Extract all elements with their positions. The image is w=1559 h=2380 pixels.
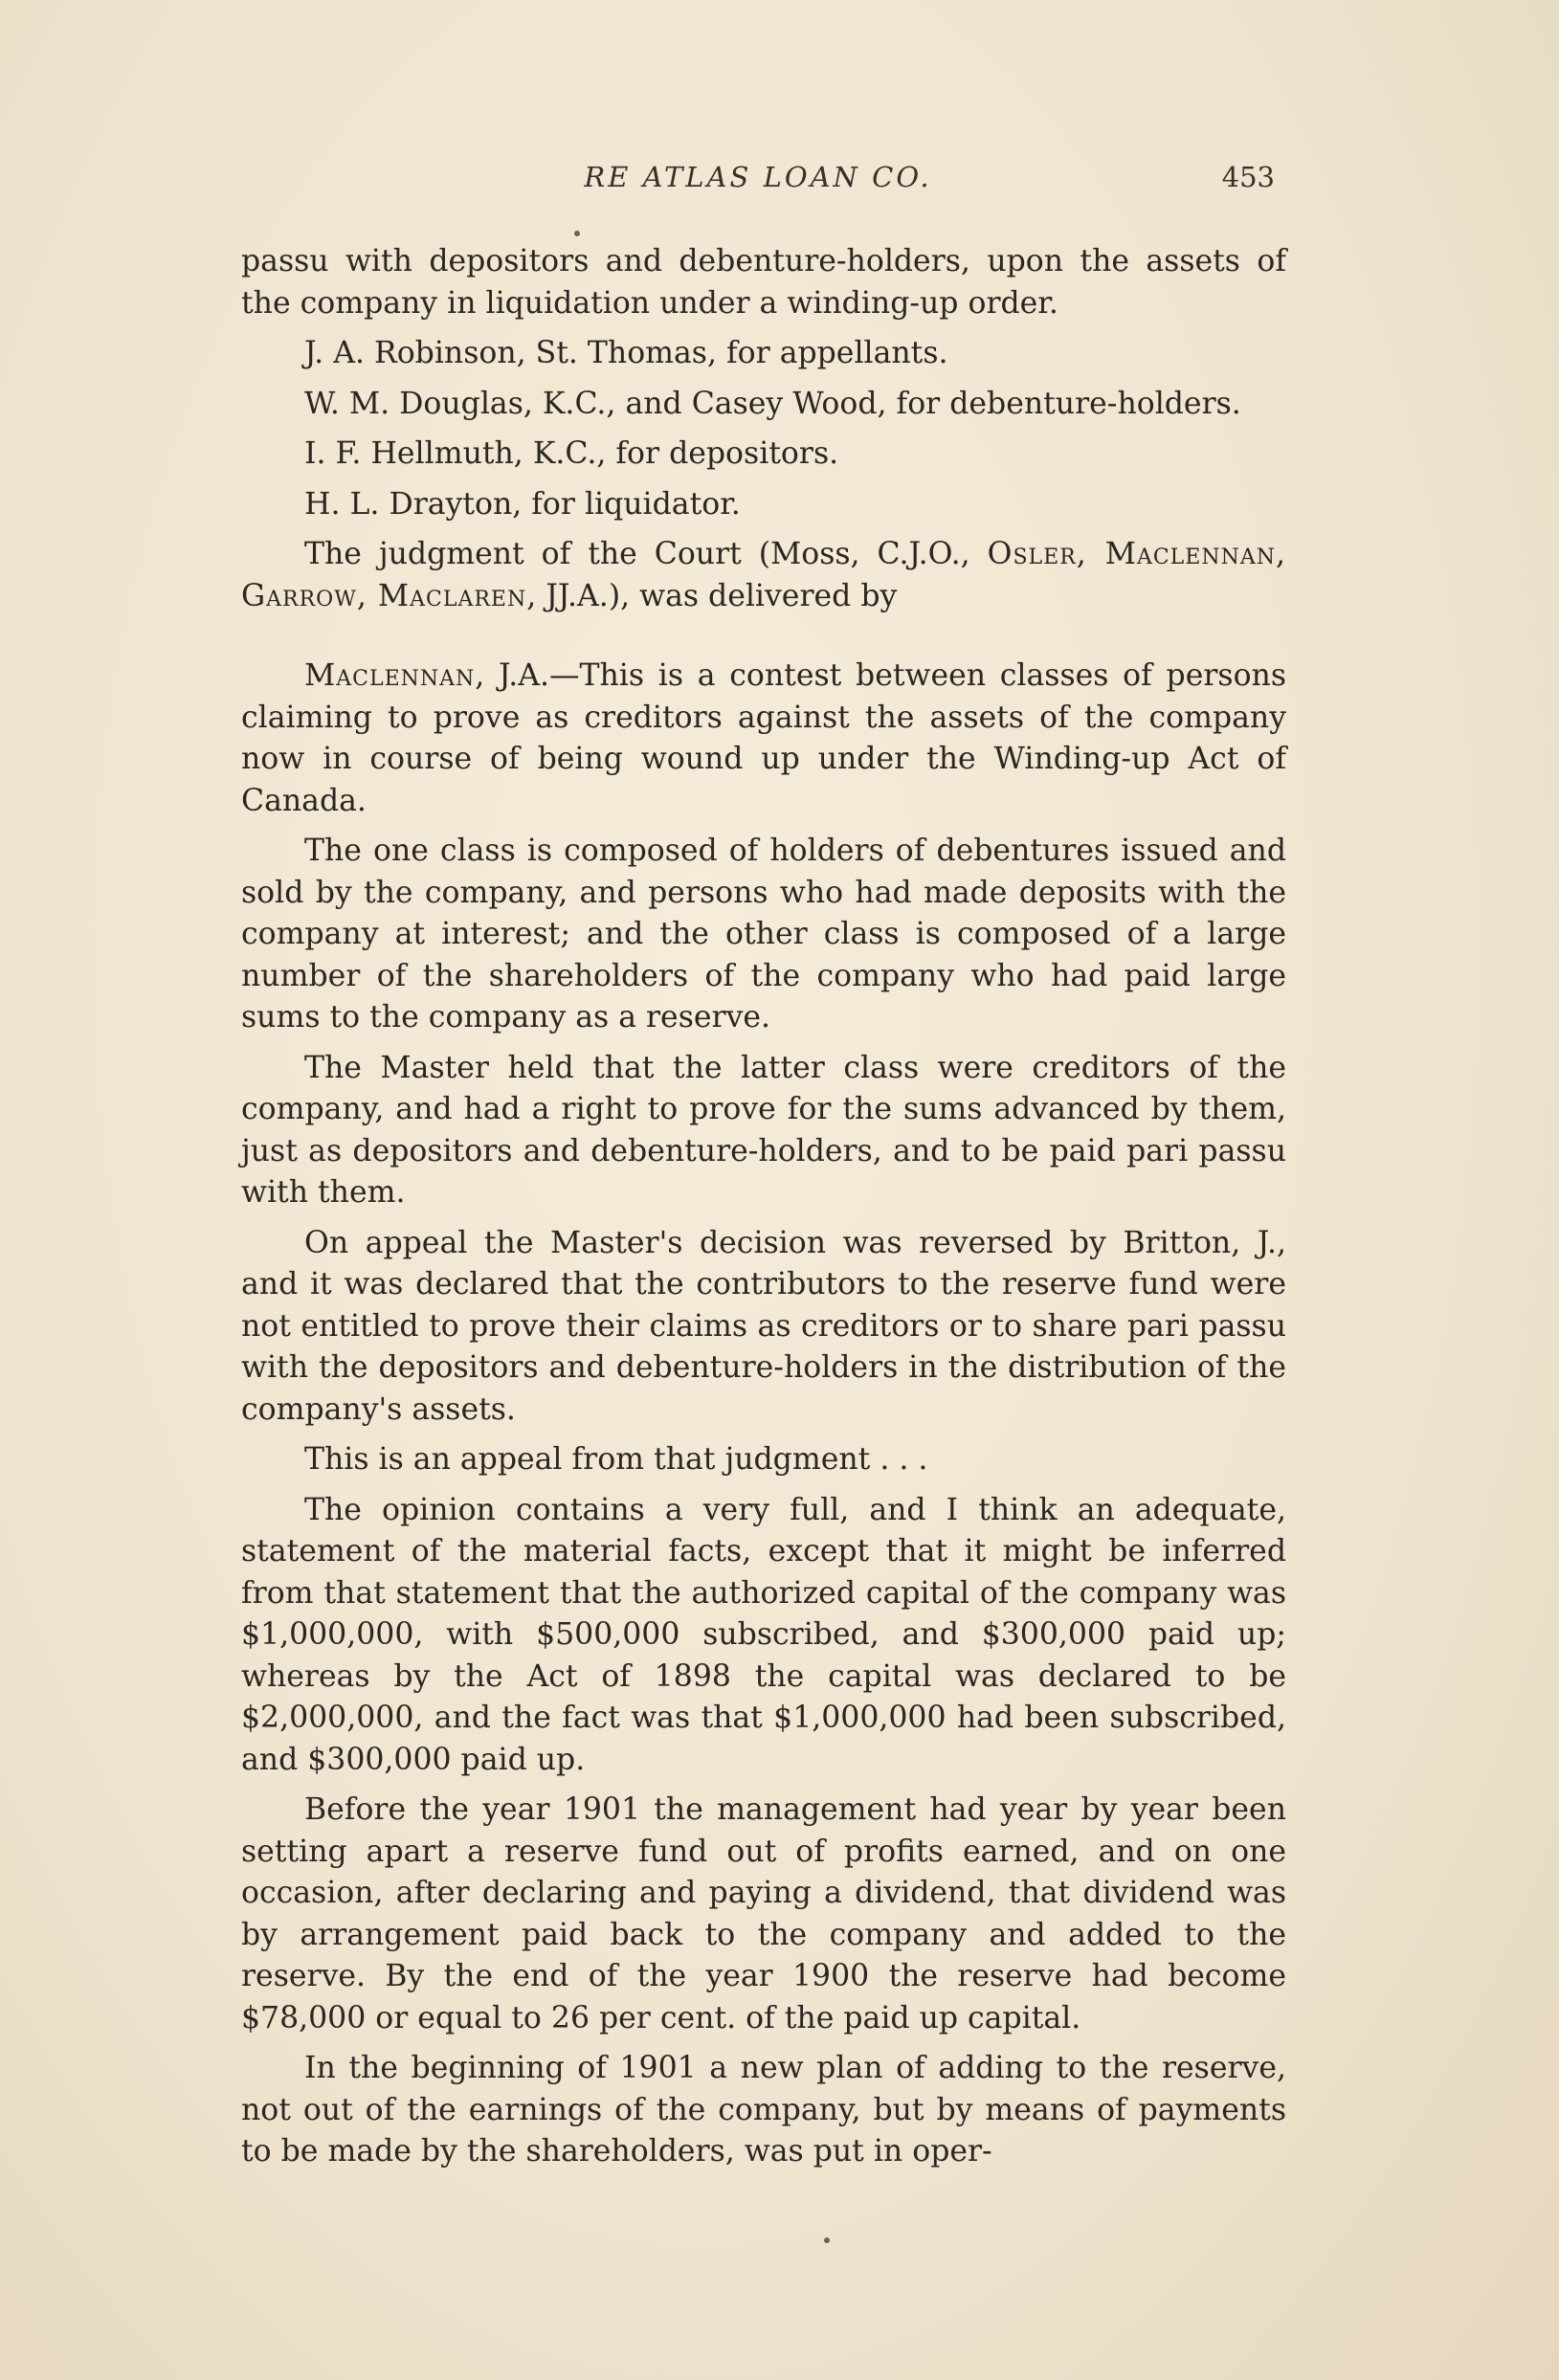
counsel-appellants: J. A. Robinson, St. Thomas, for appellants. [304, 336, 948, 370]
paragraph-master-held: The Master held that the latter class were creditors of the company, and had a right to prove for the sums advanced by them, just as depositors and debenture-holders, and to be paid pari passu with them. [241, 1050, 1286, 1210]
paragraph-reserve-history: Before the year 1901 the management had year by year been setting apart a reserve fund out of profits earned, and on one occasion, after declaring and paying a dividend, that dividend was by arrangement paid back to the company and added to the reserve. By the end of the year 1900 the reserve had become $78,000 or equal to 26 per cent. of the paid up capital. [241, 1792, 1286, 2035]
judges-names: Osler, Maclennan, Garrow, Maclaren [241, 537, 1286, 613]
page-header [241, 161, 1275, 199]
judgment-intro [241, 534, 1286, 617]
judgment-intro-tail: , JJ.A.), was delivered by [526, 578, 898, 613]
counsel-depositors: I. F. Hellmuth, K.C., for depositors. [304, 436, 839, 471]
paragraph-opinion-facts: The opinion contains a very full, and I think an adequate, statement of the material facts, except that it might be inferred from that statement that the authorized capital of the company was $1,000,000, with $500,000 subscribed, and $300,000 paid up; whereas by the Act of 1898 the capital was declared to be $2,000,000, and the fact was that $1,000,000 had been subscribed, and $300,000 paid up. [241, 1492, 1286, 1777]
opinion-opening [241, 656, 1286, 822]
page-number: 453 [1221, 161, 1275, 193]
paragraph-continuation: passu with depositors and debenture-holders, upon the assets of the company in liquidation under a winding-up order. [241, 244, 1286, 321]
paragraph-appeal-statement: This is an appeal from that judgment . . . [304, 1442, 928, 1477]
paragraph-new-plan: In the beginning of 1901 a new plan of adding to the reserve, not out of the earnings of the company, but by means of payments to be made by the shareholders, was put in oper- [241, 2051, 1286, 2169]
paragraph-classes: The one class is composed of holders of debentures issued and sold by the company, and persons who had made deposits with the company at interest; and the other class is composed of a large number of the shareholders of the company who had paid large sums to the company as a reserve. [241, 834, 1286, 1034]
counsel-liquidator: H. L. Drayton, for liquidator. [304, 486, 741, 522]
body-text [241, 241, 1286, 2182]
paragraph-appeal-reversed: On appeal the Master's decision was reversed by Britton, J., and it was declared that the contributors to the reserve fund were not entitled to prove their claims as creditors or to share pari passu with the depositors and debenture-holders in the distribution of the company's assets. [241, 1225, 1286, 1427]
running-head: RE ATLAS LOAN CO. [584, 161, 932, 193]
opinion-judge-name: Maclennan [304, 658, 476, 693]
paper-speck [824, 2237, 830, 2243]
counsel-debenture-holders: W. M. Douglas, K.C., and Casey Wood, for debenture-holders. [304, 386, 1241, 421]
paper-speck [574, 231, 580, 236]
judgment-intro-lead: The judgment of the Court (Moss, C.J.O., [304, 537, 988, 571]
opinion-opening-text: , J.A.—This is a contest between classes of persons claiming to prove as creditors against the assets of the company now in course of being wound up under the Winding-up Act of Canada. [241, 658, 1286, 818]
